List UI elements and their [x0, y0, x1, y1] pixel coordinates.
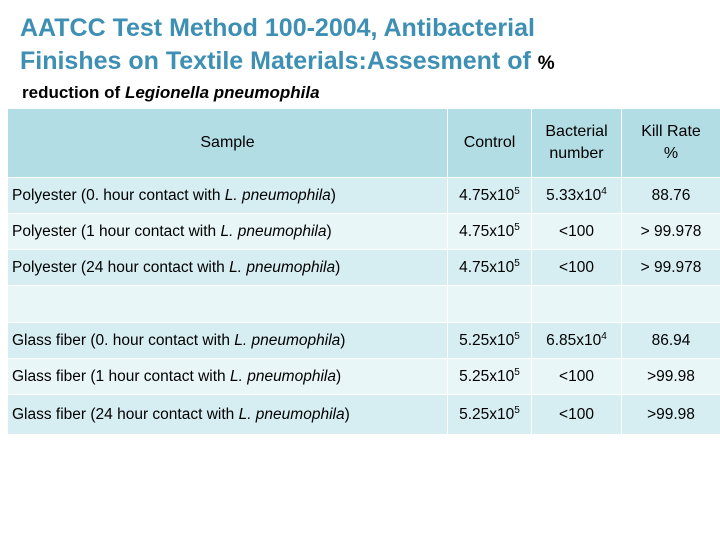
title-line-2: Finishes on Textile Materials:Assesment of — [20, 47, 531, 75]
control-cell: $5.25x10^5$ — [448, 395, 532, 435]
sample-cell: Polyester (0. hour contact with L. pneumophila) — [8, 178, 448, 214]
kill-rate-cell: 88.76 — [622, 178, 720, 214]
slide-subtitle — [22, 83, 320, 103]
control-cell: $4.75x10^5$ — [448, 214, 532, 250]
table-row — [8, 178, 720, 214]
sample-cell: Glass fiber (1 hour contact with L. pneumophila) — [8, 359, 448, 395]
table-row — [8, 323, 720, 359]
header-bacterial-number: Bacterial number — [532, 109, 622, 178]
bacterial-number-cell: <100 — [532, 250, 622, 286]
table-header-row — [8, 109, 720, 178]
empty-cell — [622, 286, 720, 323]
subtitle-prefix: reduction of — [22, 83, 121, 102]
sample-cell: Glass fiber (24 hour contact with L. pneumophila) — [8, 395, 448, 435]
control-cell: $5.25x10^5$ — [448, 359, 532, 395]
bacterial-number-cell: $6.85x10^4$ — [532, 323, 622, 359]
sample-cell: Polyester (1 hour contact with L. pneumophila) — [8, 214, 448, 250]
subtitle-organism: Legionella pneumophila — [124, 83, 320, 102]
kill-rate-cell: >99.98 — [622, 359, 720, 395]
control-cell: $4.75x10^5$ — [448, 178, 532, 214]
kill-rate-cell: > 99.978 — [622, 250, 720, 286]
header-sample: Sample — [8, 109, 448, 178]
kill-rate-cell: > 99.978 — [622, 214, 720, 250]
header-kill-rate: Kill Rate % — [622, 109, 720, 178]
table-row — [8, 250, 720, 286]
header-control: Control — [448, 109, 532, 178]
bacterial-number-cell: <100 — [532, 395, 622, 435]
empty-cell — [8, 286, 448, 323]
bacterial-number-cell: <100 — [532, 359, 622, 395]
table-row — [8, 359, 720, 395]
table-row — [8, 395, 720, 435]
slide-title — [20, 12, 710, 80]
sample-cell: Glass fiber (0. hour contact with L. pneumophila) — [8, 323, 448, 359]
empty-cell — [532, 286, 622, 323]
bacterial-number-cell: <100 — [532, 214, 622, 250]
table-spacer-row — [8, 286, 720, 323]
kill-rate-cell: >99.98 — [622, 395, 720, 435]
control-cell: $5.25x10^5$ — [448, 323, 532, 359]
bacterial-number-cell: $5.33x10^4$ — [532, 178, 622, 214]
title-percent: % — [537, 53, 555, 74]
table-row — [8, 214, 720, 250]
results-table — [7, 108, 720, 435]
title-line-1: AATCC Test Method 100-2004, Antibacterial — [20, 14, 535, 42]
sample-cell: Polyester (24 hour contact with L. pneumophila) — [8, 250, 448, 286]
kill-rate-cell: 86.94 — [622, 323, 720, 359]
control-cell: $4.75x10^5$ — [448, 250, 532, 286]
empty-cell — [448, 286, 532, 323]
